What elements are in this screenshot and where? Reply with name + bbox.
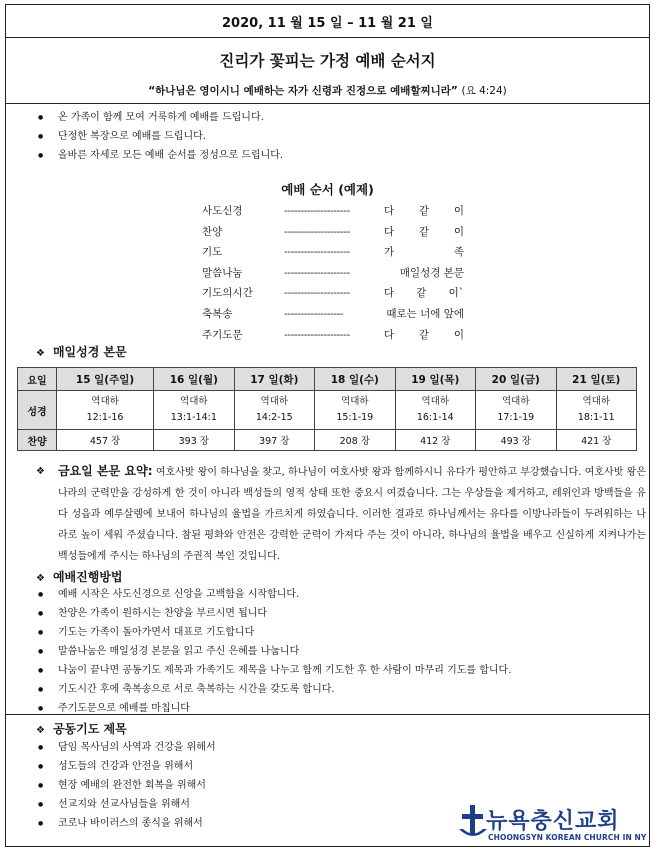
reading-book: 역대하 — [582, 396, 611, 407]
reading-book: 역대하 — [180, 396, 208, 407]
worship-order — [202, 201, 464, 345]
church-name: 뉴욕충신교회 — [486, 809, 620, 834]
reading-passage: 12:1-16 — [86, 412, 124, 423]
order-item-performer: 가 족 — [384, 246, 464, 259]
hymn-cell: 493 장 — [476, 430, 556, 451]
order-title: 예배 순서 (예제) — [281, 182, 374, 197]
reading-cell — [315, 391, 395, 430]
row-header: 찬양 — [18, 430, 57, 451]
order-item-name: 찬양 — [202, 225, 223, 238]
order-row — [202, 263, 464, 284]
order-item-leader-dashes: ------------------ — [284, 307, 344, 320]
order-item-name: 주기도문 — [202, 328, 243, 341]
method-list — [38, 585, 511, 718]
list-item: ● 나눔이 끝나면 공동기도 제목과 가족기도 제목을 나누고 함께 기도한 후 한 사람이 마무리 기도를 합니다. — [38, 661, 511, 680]
day-header: 20 일(금) — [476, 368, 556, 391]
church-logo — [458, 803, 648, 847]
hymn-cell: 397 장 — [234, 430, 314, 451]
list-item: ● 현장 예배의 완전한 회복을 위해서 — [38, 776, 216, 795]
list-item: ● 단정한 복장으로 예배를 드립니다. — [38, 127, 283, 146]
hymn-cell: 208 장 — [315, 430, 395, 451]
order-row — [202, 242, 464, 263]
reading-book: 역대하 — [260, 396, 289, 407]
hymn-cell: 457 장 — [57, 430, 154, 451]
schedule-heading — [36, 343, 127, 360]
list-item: ● 성도들의 건강과 안전을 위해서 — [38, 757, 216, 776]
prayer-list — [38, 738, 216, 833]
order-row — [202, 283, 464, 304]
reading-cell — [154, 391, 234, 430]
reading-book: 역대하 — [341, 396, 369, 407]
order-item-leader-dashes: -------------------- — [284, 246, 350, 259]
order-item-name: 사도신경 — [202, 205, 243, 217]
section-divider — [6, 714, 649, 715]
order-row — [202, 201, 464, 222]
list-item: ● 찬양은 가족이 원하시는 찬양을 부르시면 됩니다 — [38, 604, 511, 623]
order-row — [202, 304, 464, 325]
order-item-performer: 다 같 이 — [384, 225, 464, 238]
list-item: ● 담임 목사님의 사역과 건강을 위해서 — [38, 738, 216, 757]
reading-passage: 14:2-15 — [255, 412, 293, 423]
hymn-cell: 421 장 — [556, 430, 637, 451]
intro-list — [38, 108, 283, 165]
reading-cell — [234, 391, 314, 430]
hymn-cell: 393 장 — [154, 430, 234, 451]
list-item: ● 기도는 가족이 돌아가면서 대표로 기도합니다 — [38, 623, 511, 642]
page-title: 진리가 꽃피는 가정 예배 순서지 — [219, 52, 436, 70]
order-item-leader-dashes: -------------------- — [284, 328, 350, 341]
reading-passage: 13:1-14:1 — [170, 412, 217, 423]
day-header: 19 일(목) — [395, 368, 475, 391]
day-header: 15 일(주일) — [57, 368, 154, 391]
day-header: 18 일(수) — [315, 368, 395, 391]
diamond-icon: ❖ — [36, 348, 45, 359]
order-item-performer: 다 같 이 — [384, 205, 464, 217]
cross-ship-icon — [458, 803, 488, 843]
verse-reference: (요 4:24) — [461, 85, 507, 97]
column-header: 요일 — [18, 368, 57, 391]
diamond-icon: ❖ — [36, 725, 45, 736]
order-item-name: 기도 — [202, 246, 223, 259]
order-item-name: 기도의시간 — [202, 287, 253, 300]
reading-passage: 16:1-14 — [416, 412, 454, 423]
list-item: ● 온 가족이 함께 모여 거룩하게 예배를 드립니다. — [38, 108, 283, 127]
reading-cell — [476, 391, 556, 430]
day-header: 21 일(토) — [556, 368, 637, 391]
list-item: ● 주기도문으로 예배를 마칩니다 — [38, 699, 511, 718]
prayer-heading — [36, 720, 127, 737]
hymn-cell: 412 장 — [395, 430, 475, 451]
scripture-verse — [6, 83, 649, 98]
order-item-name: 말씀나눔 — [202, 266, 243, 279]
diamond-icon: ❖ — [36, 466, 45, 477]
order-item-leader-dashes: -------------------- — [284, 266, 350, 279]
reading-schedule-table — [17, 367, 637, 451]
day-header: 16 일(월) — [154, 368, 234, 391]
church-english-name: CHOONGSYN KOREAN CHURCH IN NY — [488, 833, 647, 842]
order-item-performer: 때로는 너에 앞에 — [386, 307, 464, 320]
day-header: 17 일(화) — [234, 368, 314, 391]
order-item-leader-dashes: -------------------- — [284, 225, 350, 238]
summary-title: 금요일 본문 요약: — [58, 464, 153, 478]
reading-passage: 18:1-11 — [577, 412, 615, 423]
reading-cell — [57, 391, 154, 430]
order-item-performer: 다 같 이 — [384, 328, 464, 341]
order-item-leader-dashes: -------------------- — [284, 205, 350, 217]
order-row — [202, 222, 464, 243]
table-row — [18, 430, 637, 451]
method-heading — [36, 568, 123, 585]
diamond-icon: ❖ — [36, 573, 45, 584]
verse-text: “하나님은 영이시니 예배하는 자가 신령과 진정으로 예배할찌니라” — [148, 85, 458, 97]
order-item-performer: 다 같 이` — [384, 287, 464, 300]
order-item-name: 축복송 — [202, 307, 233, 320]
order-row — [202, 325, 464, 346]
worship-guide-page — [5, 4, 650, 847]
reading-book: 역대하 — [501, 396, 530, 407]
verse-divider — [6, 103, 649, 104]
table-row — [18, 391, 637, 430]
list-item: ● 선교지와 선교사님들을 위해서 — [38, 795, 216, 814]
schedule-title: 매일성경 본문 — [52, 345, 127, 359]
row-header: 성경 — [18, 391, 57, 430]
order-item-leader-dashes: -------------------- — [284, 287, 350, 300]
reading-cell — [395, 391, 475, 430]
table-header-row — [18, 368, 637, 391]
list-item: ● 코로나 바이러스의 종식을 위해서 — [38, 814, 216, 833]
friday-summary — [36, 461, 646, 567]
reading-book: 역대하 — [421, 396, 450, 407]
method-title: 예배진행방법 — [52, 570, 123, 584]
header-divider — [6, 37, 649, 38]
date-range: 2020, 11 월 15 일 – 11 월 21 일 — [222, 16, 433, 31]
reading-cell — [556, 391, 637, 430]
prayer-title: 공동기도 제목 — [52, 722, 127, 736]
reading-book: 역대하 — [91, 396, 119, 407]
list-item: ● 예배 시작은 사도신경으로 신앙을 고백함을 시작합니다. — [38, 585, 511, 604]
list-item: ● 기도시간 후에 축복송으로 서로 축복하는 시간을 갖도록 합니다. — [38, 680, 511, 699]
order-item-performer: 매일성경 본문 — [399, 266, 464, 279]
list-item: ● 말씀나눔은 매일성경 본문을 읽고 주신 은혜를 나눕니다 — [38, 642, 511, 661]
summary-text: 여호사밧 왕이 하나님을 찾고, 하나님이 여호사밧 왕과 함께하시니 유다가 평안하고 부강했습니다. 여호사밧 왕은 나라의 군력만을 강성하게 한 것이 아니라 백성들의 영적 상태 또한 중요시 여겼습니다. 그는 우상들을 제거하고, 레위인과 방백들을 유다 성읍과 예루살렘에 보내어 하나님의 율법을 가르치게 하였습니다. 이러한 결과로 하나님께서는 유다를 이방나라들이 두려워하는 나라로 높이 세워 주셨습니다. 참된 평화와 안전은 강력한 군력이 가져다 주는 것이 아니라, 하나님의 율법을 배우고 신실하게 지켜나가는 백성들에게 주시는 하나님의 주권적 복인 것입니다. — [58, 467, 646, 562]
reading-passage: 17:1-19 — [497, 412, 535, 423]
list-item: ● 올바른 자세로 모든 예배 순서를 정성으로 드립니다. — [38, 146, 283, 165]
reading-passage: 15:1-19 — [336, 412, 374, 423]
